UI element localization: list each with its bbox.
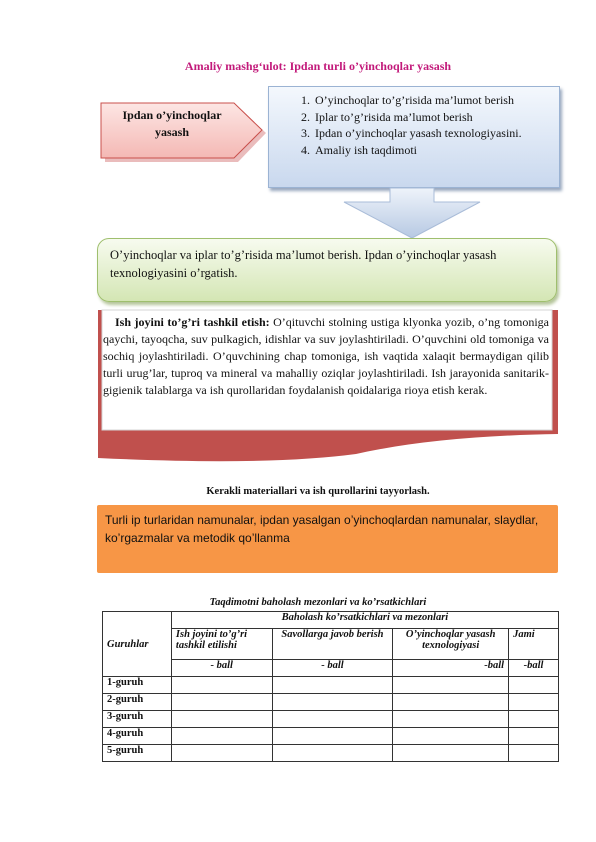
steps-box	[268, 86, 560, 188]
score-cell[interactable]	[171, 711, 272, 728]
step-item: 4. Amaliy ish taqdimoti	[313, 142, 559, 159]
step-item: 1. O’yinchoqlar to’g’risida ma’lumot berish	[313, 92, 559, 109]
group-cell: 5-guruh	[103, 745, 172, 762]
score-cell[interactable]	[393, 677, 509, 694]
criterion-cell: Savollarga javob berish	[272, 629, 393, 660]
table-row	[103, 745, 559, 762]
score-cell[interactable]	[509, 745, 559, 762]
score-cell[interactable]	[509, 694, 559, 711]
table-row	[103, 677, 559, 694]
topic-label: Ipdan o’yinchoqlar yasash	[122, 108, 222, 139]
evaluation-table	[102, 611, 559, 762]
score-cell[interactable]	[272, 694, 393, 711]
table-row	[103, 694, 559, 711]
table-row	[103, 728, 559, 745]
score-cell[interactable]	[509, 711, 559, 728]
table-title: Taqdimotni baholash mezonlari va ko’rsatkichlari	[209, 597, 427, 608]
step-item: 2. Iplar to’g’risida ma’lumot berish	[313, 109, 559, 126]
materials-heading: Kerakli materiallari va ish qurollarini tayyorlash.	[206, 486, 430, 497]
score-cell[interactable]	[272, 677, 393, 694]
workplace-lead: Ish joyini to’g’ri tashkil etish:	[115, 315, 270, 329]
score-cell[interactable]	[171, 677, 272, 694]
score-cell[interactable]	[393, 711, 509, 728]
score-cell[interactable]	[171, 694, 272, 711]
points-cell: - ball	[171, 660, 272, 677]
points-cell: -ball	[393, 660, 509, 677]
score-cell[interactable]	[509, 677, 559, 694]
groups-header: Guruhlar	[103, 612, 172, 677]
group-cell: 3-guruh	[103, 711, 172, 728]
table-header-row	[103, 612, 559, 629]
score-cell[interactable]	[272, 745, 393, 762]
points-cell: -ball	[509, 660, 559, 677]
group-cell: 1-guruh	[103, 677, 172, 694]
workplace-text	[103, 314, 549, 399]
score-cell[interactable]	[509, 728, 559, 745]
score-cell[interactable]	[272, 728, 393, 745]
group-cell: 4-guruh	[103, 728, 172, 745]
lesson-goal-box: O’yinchoqlar va iplar to’g’risida ma’lumot berish. Ipdan o’yinchoqlar yasash texnologiyasini o’rgatish.	[97, 238, 557, 302]
score-cell[interactable]	[393, 728, 509, 745]
criterion-cell: Ish joyini to’g’ri tashkil etilishi	[171, 629, 272, 660]
group-cell: 2-guruh	[103, 694, 172, 711]
down-arrow-icon	[342, 186, 482, 240]
criteria-header: Baholash ko’rsatkichlari va mezonlari	[171, 612, 558, 629]
criteria-row	[103, 629, 559, 660]
score-cell[interactable]	[272, 711, 393, 728]
steps-list	[269, 92, 559, 158]
points-row	[103, 660, 559, 677]
table-row	[103, 711, 559, 728]
score-cell[interactable]	[393, 745, 509, 762]
criterion-cell: Jami	[509, 629, 559, 660]
score-cell[interactable]	[171, 745, 272, 762]
workplace-body: O’qituvchi stolning ustiga klyonka yozib, o’ng tomoniga qaychi, tayoqcha, suv pulkagich, idishlar va suv joylashtiriladi. O’quvchini old tomoniga va sochiq joylashtiriladi. O’quvchining chap tomoniga, ish vaqtida xalaqit bermaydigan qilib turli urug’lar, tuproq va mineral va mahalliy oziqlar joylashtiriladi. Ish jarayonida sanitarik-gigienik talablarga va ish qurollaridan foydalanish qoidalariga rioya etish kerak.	[103, 315, 549, 397]
step-item: 3. Ipdan o’yinchoqlar yasash texnologiyasini.	[313, 125, 559, 142]
materials-box: Turli ip turlaridan namunalar, ipdan yasalgan o’yinchoqlardan namunalar, slaydlar, ko’rgazmalar va metodik qo’llanma	[97, 505, 558, 573]
score-cell[interactable]	[393, 694, 509, 711]
criterion-cell: O’yinchoqlar yasash texnologiyasi	[393, 629, 509, 660]
points-cell: - ball	[272, 660, 393, 677]
score-cell[interactable]	[171, 728, 272, 745]
page-title: Amaliy mashg‘ulot: Ipdan turli o’yinchoqlar yasash	[184, 59, 452, 73]
